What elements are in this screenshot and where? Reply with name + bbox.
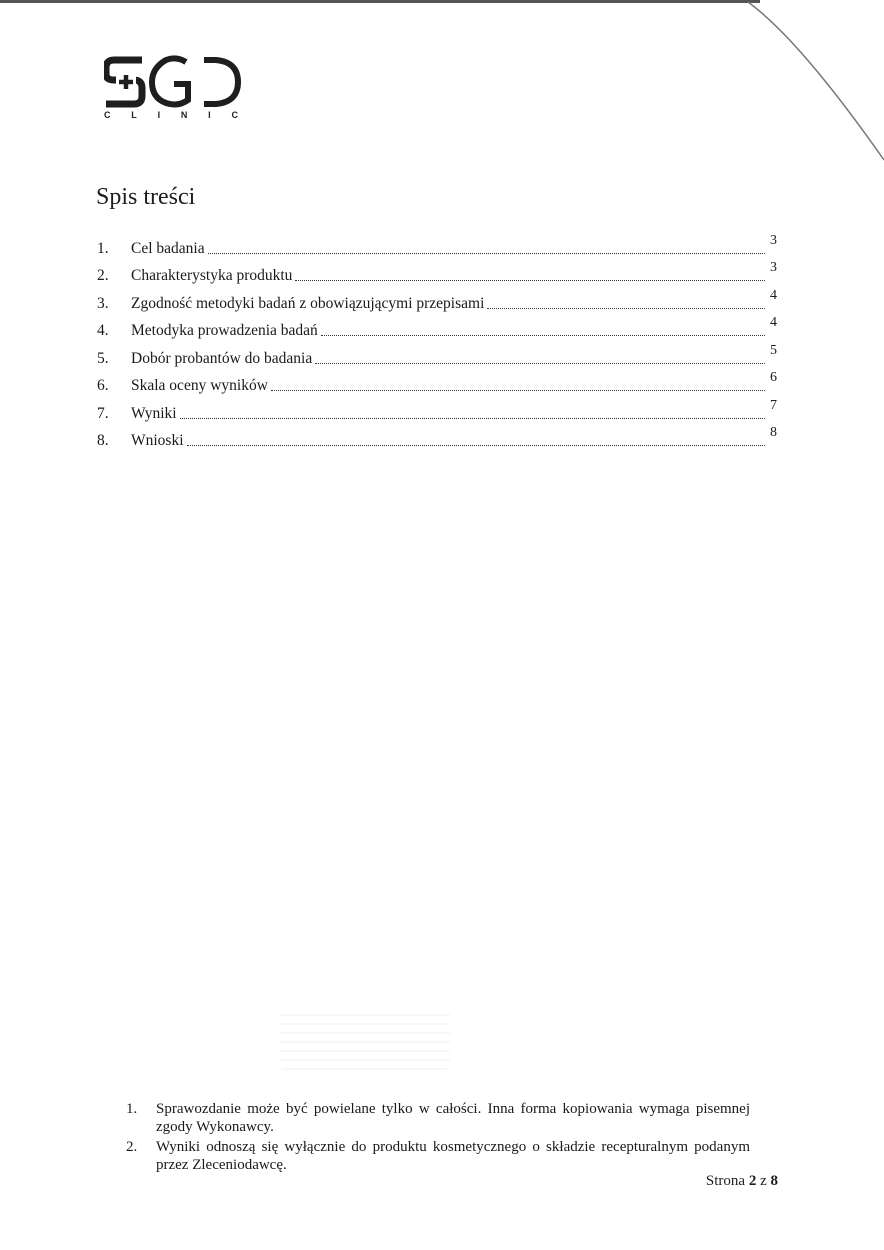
toc-entry-page: 3 [770,232,777,248]
clinic-logo [104,52,254,120]
logo-letter: N [180,110,188,120]
toc-entry-page: 3 [770,260,777,275]
toc-entry[interactable] [97,313,777,341]
toc-entry-label: Wyniki [131,404,177,422]
toc-leader-dots [295,279,765,281]
toc-entry-page: 6 [770,370,777,385]
toc-entry-page: 5 [770,342,777,358]
toc-entry-page: 4 [770,315,777,330]
toc-leader-dots [315,362,765,364]
footnote [126,1138,750,1174]
toc-entry-label: Skala oceny wyników [131,377,268,394]
toc-title: Spis treści [96,184,196,210]
toc-entry-number: 3. [97,294,109,312]
toc-entry-number: 5. [97,349,109,367]
toc-leader-dots [208,252,765,254]
footnote-text: Sprawozdanie może być powielane tylko w całości. Inna forma kopiowania wymaga pisemnej zgody Wykonawcy. [156,1101,750,1135]
logo-subtitle [104,110,238,120]
toc-entry-page: 4 [770,287,777,303]
toc-entry-label: Charakterystyka produktu [131,267,293,284]
footnote [126,1100,750,1136]
footnote-number: 1. [126,1101,138,1117]
toc-leader-dots [487,307,765,309]
logo-letter: C [104,110,111,120]
footnote-text: Wyniki odnoszą się wyłącznie do produktu kosmetycznego o składzie recepturalnym podanym przez Zleceniodawcę. [156,1139,750,1173]
page-number-prefix: Strona [705,1173,746,1189]
toc-entry-label: Metodyka prowadzenia badań [131,322,318,339]
toc-entry-number: 8. [97,432,109,449]
toc-leader-dots [271,389,765,391]
toc-entry-label: Wnioski [131,432,184,449]
toc-entry-number: 4. [97,322,109,339]
toc-entry-number: 6. [97,377,109,394]
page-number-total: 8 [770,1173,778,1189]
toc-entry-label: Dobór probantów do badania [131,349,313,367]
toc-leader-dots [187,444,765,446]
toc-entry-page: 8 [770,425,777,440]
logo-letter: C [231,110,238,120]
toc-leader-dots [321,334,765,336]
toc-entry-number: 1. [97,239,109,257]
logo-letter: I [157,110,161,120]
toc-leader-dots [180,417,765,419]
toc-entry-number: 7. [97,404,109,422]
faded-stamp-trace [280,1010,450,1070]
toc-entry[interactable] [97,258,777,286]
toc-entry-number: 2. [97,267,109,284]
logo-mark [104,52,244,108]
footnote-number: 2. [126,1139,138,1155]
toc-entry[interactable] [97,395,777,423]
toc-entry[interactable] [97,230,777,258]
page-number-separator: z [760,1173,767,1189]
toc-entry[interactable] [97,285,777,313]
toc-entry-label: Cel badania [131,239,205,257]
table-of-contents [97,230,777,450]
toc-entry[interactable] [97,368,777,396]
logo-letter: I [208,110,211,120]
toc-entry-page: 7 [770,397,777,413]
toc-entry[interactable] [97,423,777,451]
page-number-current: 2 [748,1173,757,1189]
toc-entry-label: Zgodność metodyki badań z obowiązującymi przepisami [131,294,485,312]
footnotes [126,1100,750,1176]
page-number [706,1173,778,1190]
toc-entry[interactable] [97,340,777,368]
logo-letter: L [131,110,137,120]
scan-top-edge [0,0,760,3]
